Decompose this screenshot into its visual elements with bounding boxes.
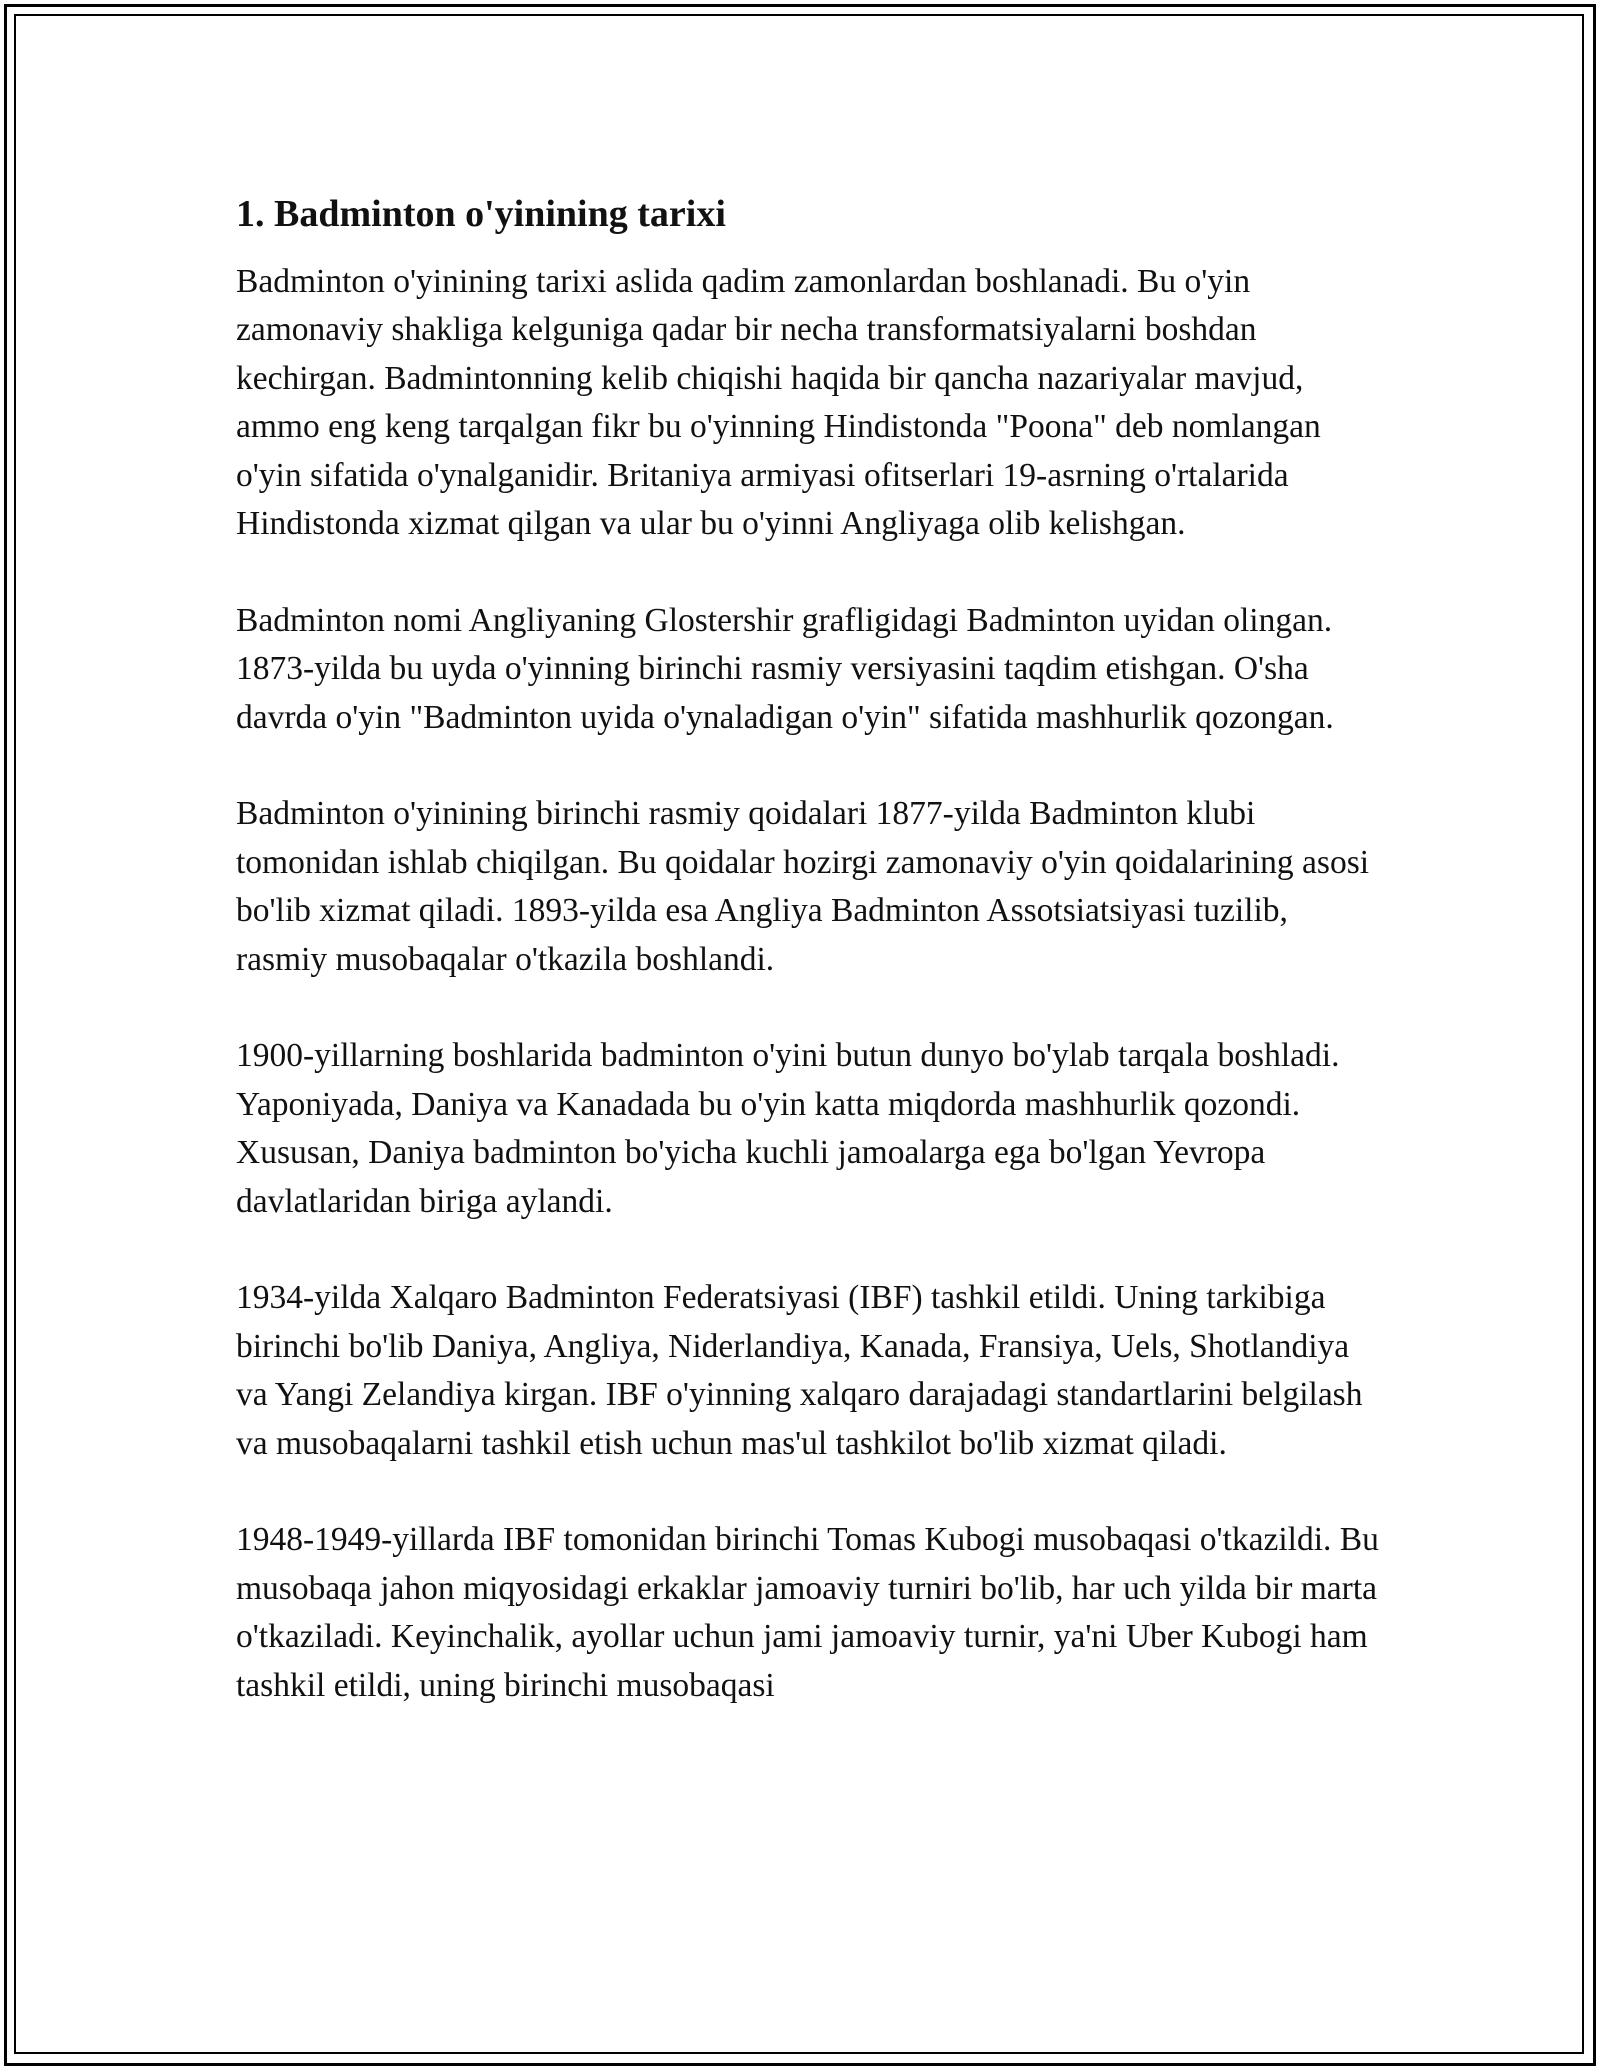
paragraph-name-origin: Badminton nomi Angliyaning Glostershir grafligidagi Badminton uyidan olingan. 1873-yilda bu uyda o'yinning birinchi rasmiy versiyasini taqdim etishgan. O'sha davrda o'yin "Badminton uyida o'ynaladigan o'yin" sifatida mashhurlik qozongan. xyxy=(236,601,1334,736)
paragraph-worldwide-spread: 1900-yillarning boshlarida badminton o'yini butun dunyo bo'ylab tarqala boshladi. Yaponiyada, Daniya va Kanadada bu o'yin katta miqdorda mashhurlik qozondi. Xususan, Daniya badminton bo'yicha kuchli jamoalarga ega bo'lgan Yevropa davlatlaridan biriga aylandi. xyxy=(236,1037,1340,1220)
paragraph-ibf-founding: 1934-yilda Xalqaro Badminton Federatsiyasi (IBF) tashkil etildi. Uning tarkibiga birinchi bo'lib Daniya, Angliya, Niderlandiya, Kanada, Fransiya, Uels, Shotlandiya va Yangi Zelandiya kirgan. IBF o'yinning xalqaro darajadagi standartlarini belgilash va musobaqalarni tashkil etish uchun mas'ul tashkilot bo'lib xizmat qiladi. xyxy=(236,1279,1363,1462)
paragraph-first-rules: Badminton o'yinining birinchi rasmiy qoidalari 1877-yilda Badminton klubi tomonidan ishlab chiqilgan. Bu qoidalar hozirgi zamonaviy o'yin qoidalarining asosi bo'lib xizmat qiladi. 1893-yilda esa Angliya Badminton Assotsiatsiyasi tuzilib, rasmiy musobaqalar o'tkazila boshlandi. xyxy=(236,795,1370,978)
document-body xyxy=(236,186,1386,1759)
paragraph-thomas-cup: 1948-1949-yillarda IBF tomonidan birinchi Tomas Kubogi musobaqasi o'tkazildi. Bu musobaqa jahon miqyosidagi erkaklar jamoaviy turniri bo'lib, har uch yilda bir marta o'tkaziladi. Keyinchalik, ayollar uchun jami jamoaviy turnir, ya'ni Uber Kubogi ham tashkil etildi, uning birinchi musobaqasi xyxy=(236,1521,1379,1704)
section-heading: 1. Badminton o'yinining tarixi xyxy=(236,193,726,235)
paragraph-origins: Badminton o'yinining tarixi aslida qadim zamonlardan boshlanadi. Bu o'yin zamonaviy shakliga kelguniga qadar bir necha transformatsiyalarni boshdan kechirgan. Badmintonning kelib chiqishi haqida bir qancha nazariyalar mavjud, ammo eng keng tarqalgan fikr bu o'yinning Hindistonda "Poona" deb nomlangan o'yin sifatida o'ynalganidir. Britaniya armiyasi ofitserlari 19-asrning o'rtalarida Hindistonda xizmat qilgan va ular bu o'yinni Angliyaga olib kelishgan. xyxy=(236,263,1321,543)
